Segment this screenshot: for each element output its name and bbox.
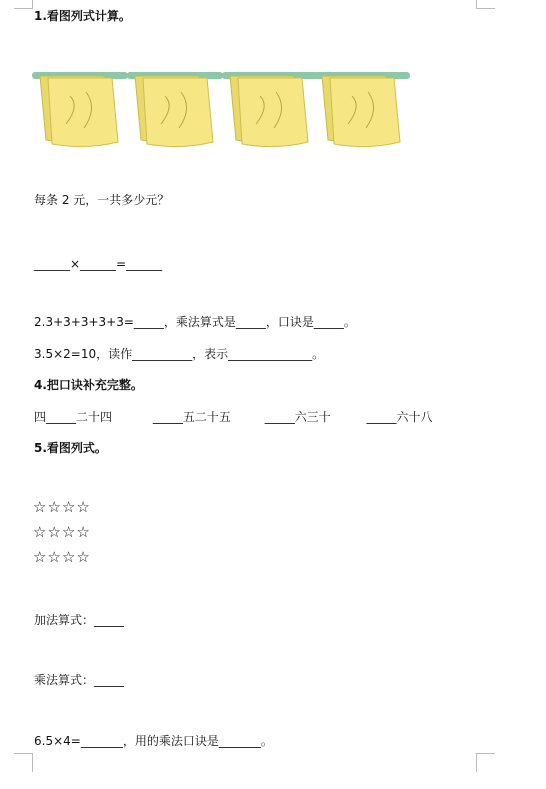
question-6: 6.5×4=_______，用的乘法口诀是_______。 — [34, 734, 273, 748]
towel-icon — [127, 72, 223, 147]
question-1-answer-formula: ______×______=______ — [34, 257, 163, 271]
question-4-items — [34, 409, 433, 425]
question-4-title: 4.把口诀补充完整。 — [34, 378, 143, 392]
mnemonic-item-4: _____六十八 — [366, 410, 433, 424]
star-row: ☆☆☆☆ — [33, 548, 91, 566]
mnemonic-item-1: 四_____二十四 — [34, 410, 113, 424]
crop-mark-bottom-right — [476, 753, 495, 772]
towel-icon — [32, 72, 128, 147]
towels-illustration — [30, 66, 415, 150]
question-3: 3.5×2=10，读作__________，表示______________。 — [34, 347, 325, 361]
star-row: ☆☆☆☆ — [33, 498, 91, 516]
mnemonic-item-3: _____六三十 — [264, 410, 331, 424]
question-1-prompt: 每条 2 元，一共多少元？ — [34, 193, 170, 207]
multiplication-formula-label: 乘法算式：_____ — [34, 673, 125, 687]
addition-formula-label: 加法算式：_____ — [34, 613, 125, 627]
towel-icon — [222, 72, 318, 147]
crop-mark-bottom-left — [14, 753, 33, 772]
crop-mark-top-right — [476, 0, 495, 9]
question-1-title: 1.看图列式计算。 — [34, 9, 131, 23]
question-5-title: 5.看图列式。 — [34, 441, 107, 455]
star-row: ☆☆☆☆ — [33, 523, 91, 541]
mnemonic-item-2: _____五二十五 — [152, 410, 231, 424]
crop-mark-top-left — [14, 0, 33, 9]
question-2: 2.3+3+3+3+3=_____，乘法算式是_____，口诀是_____。 — [34, 315, 356, 329]
towel-icon — [314, 72, 410, 147]
